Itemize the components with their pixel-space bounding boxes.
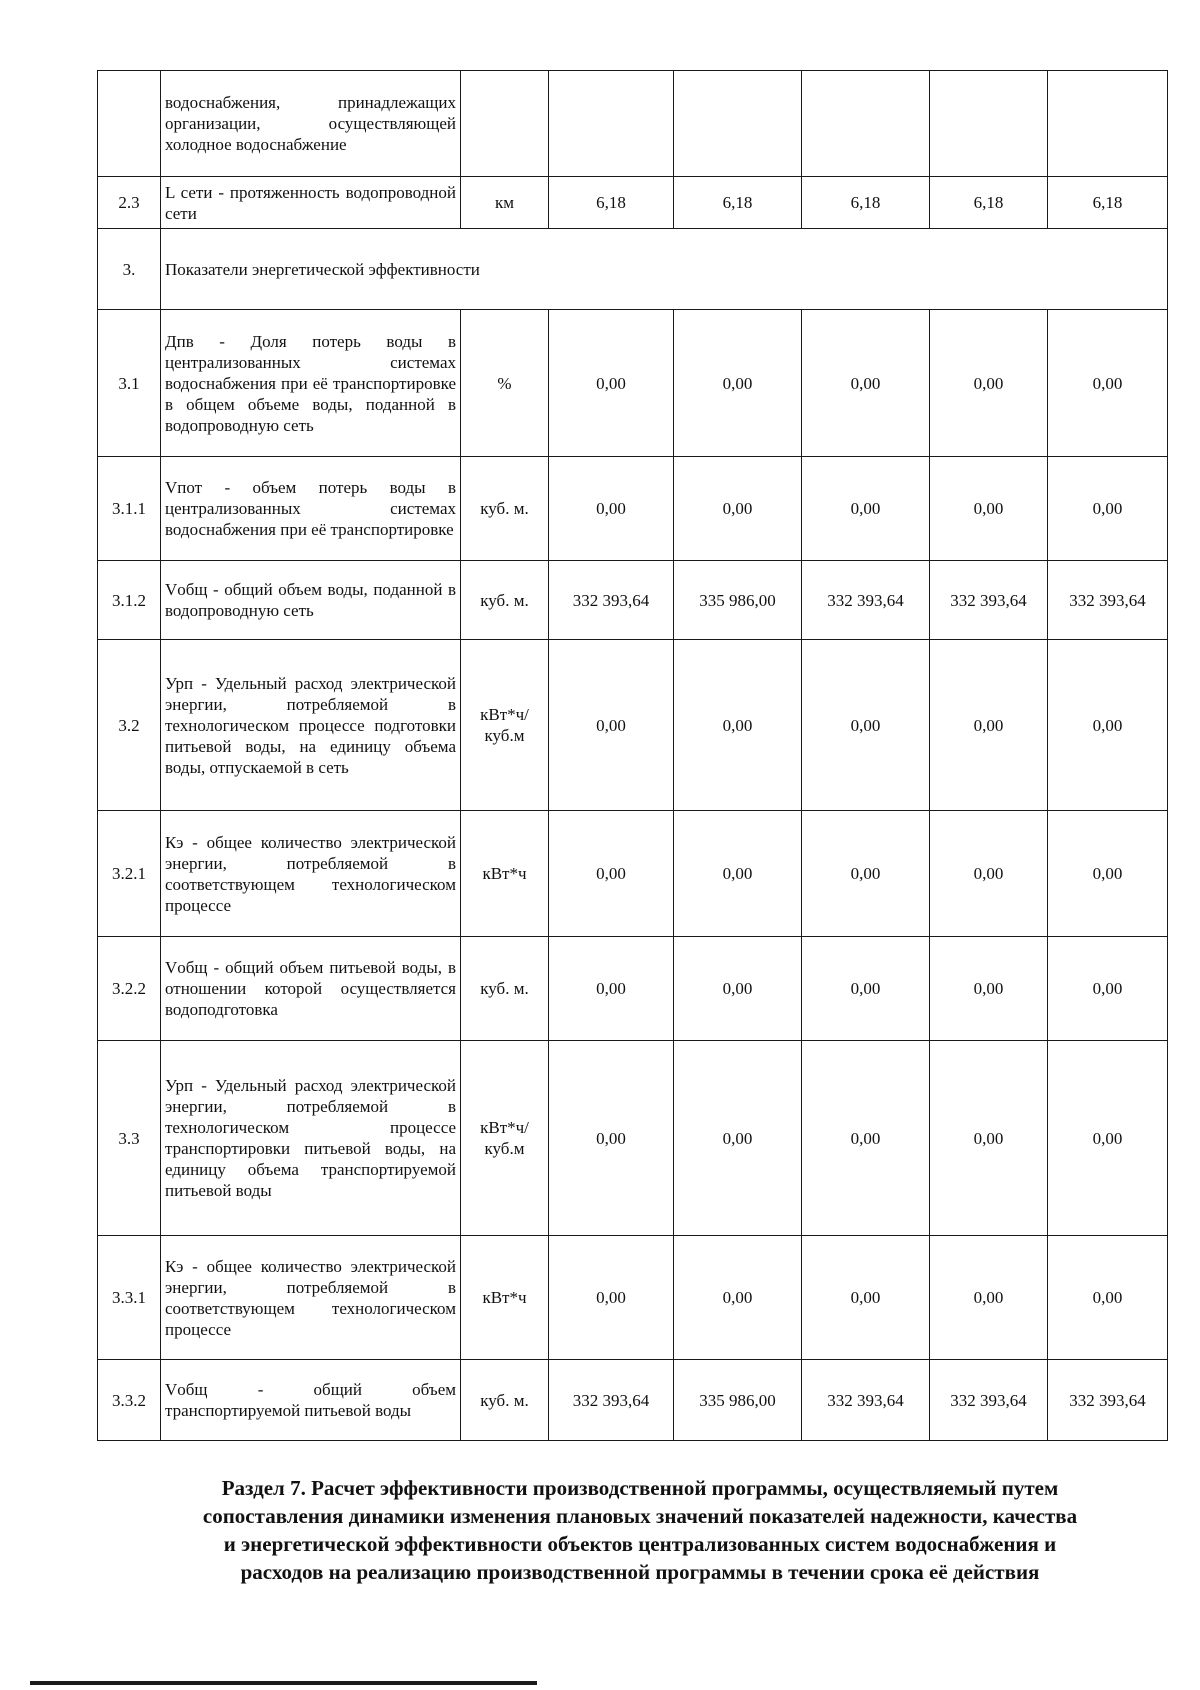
row-unit: % [461, 310, 549, 457]
row-description: водоснабжения, принадлежащих организации, осуществляющей холодное водоснабжение [161, 71, 461, 177]
value-cell: 0,00 [549, 457, 674, 561]
value-cell [802, 71, 930, 177]
row-description: Урп - Удельный расход электрической энергии, потребляемой в технологическом процессе транспортировки питьевой воды, на единицу объема транспортируемой питьевой воды [161, 1041, 461, 1236]
row-number: 3.3 [98, 1041, 161, 1236]
value-cell: 332 393,64 [930, 561, 1048, 640]
value-cell: 332 393,64 [802, 1360, 930, 1441]
row-description: L сети - протяженность водопроводной сети [161, 177, 461, 229]
table-row [98, 71, 1168, 177]
value-cell [1048, 71, 1168, 177]
value-cell: 0,00 [930, 811, 1048, 937]
value-cell: 332 393,64 [549, 561, 674, 640]
value-cell: 0,00 [802, 310, 930, 457]
value-cell: 0,00 [674, 811, 802, 937]
table-row [98, 937, 1168, 1041]
value-cell: 0,00 [930, 640, 1048, 811]
row-description: Vобщ - общий объем воды, поданной в водопроводную сеть [161, 561, 461, 640]
value-cell: 0,00 [802, 1041, 930, 1236]
value-cell: 0,00 [802, 937, 930, 1041]
value-cell [674, 71, 802, 177]
table-row [98, 177, 1168, 229]
value-cell: 0,00 [930, 457, 1048, 561]
value-cell: 0,00 [1048, 1236, 1168, 1360]
value-cell: 0,00 [674, 640, 802, 811]
value-cell: 0,00 [674, 937, 802, 1041]
section-row [98, 229, 1168, 310]
value-cell: 332 393,64 [549, 1360, 674, 1441]
value-cell: 332 393,64 [802, 561, 930, 640]
value-cell: 0,00 [930, 310, 1048, 457]
value-cell: 0,00 [1048, 937, 1168, 1041]
row-number: 3. [98, 229, 161, 310]
row-description: Vпот - объем потерь воды в централизованных системах водоснабжения при её транспортировке [161, 457, 461, 561]
value-cell: 0,00 [930, 1041, 1048, 1236]
value-cell: 0,00 [802, 811, 930, 937]
row-unit: куб. м. [461, 937, 549, 1041]
row-unit: кВт*ч [461, 811, 549, 937]
heading-line: расходов на реализацию производственной программы в течении срока её действия [240, 1560, 1040, 1584]
value-cell: 0,00 [802, 640, 930, 811]
value-cell: 332 393,64 [1048, 1360, 1168, 1441]
row-number: 3.2.1 [98, 811, 161, 937]
heading-line: Раздел 7. Расчет эффективности производственной программы, осуществляемый путем [221, 1476, 1059, 1500]
row-unit: кВт*ч/ куб.м [461, 640, 549, 811]
value-cell: 0,00 [549, 937, 674, 1041]
table-row [98, 457, 1168, 561]
row-unit: кВт*ч/ куб.м [461, 1041, 549, 1236]
value-cell: 0,00 [1048, 310, 1168, 457]
value-cell: 0,00 [549, 1236, 674, 1360]
value-cell: 0,00 [930, 937, 1048, 1041]
value-cell: 0,00 [674, 457, 802, 561]
value-cell: 6,18 [930, 177, 1048, 229]
value-cell: 0,00 [1048, 1041, 1168, 1236]
row-unit: кВт*ч [461, 1236, 549, 1360]
value-cell: 332 393,64 [930, 1360, 1048, 1441]
row-number: 3.3.1 [98, 1236, 161, 1360]
value-cell: 0,00 [674, 1041, 802, 1236]
value-cell: 332 393,64 [1048, 561, 1168, 640]
row-description: Урп - Удельный расход электрической энергии, потребляемой в технологическом процессе подготовки питьевой воды, на единицу объема воды, отпускаемой в сеть [161, 640, 461, 811]
row-description: Дпв - Доля потерь воды в централизованных системах водоснабжения при её транспортировке в общем объеме воды, поданной в водопроводную сеть [161, 310, 461, 457]
value-cell: 0,00 [674, 1236, 802, 1360]
value-cell: 0,00 [549, 1041, 674, 1236]
value-cell: 335 986,00 [674, 1360, 802, 1441]
table-row [98, 811, 1168, 937]
row-unit: км [461, 177, 549, 229]
value-cell: 0,00 [802, 457, 930, 561]
row-description: Vобщ - общий объем питьевой воды, в отношении которой осуществляется водоподготовка [161, 937, 461, 1041]
value-cell: 0,00 [549, 811, 674, 937]
row-unit: куб. м. [461, 1360, 549, 1441]
row-unit: куб. м. [461, 561, 549, 640]
indicators-table [97, 70, 1168, 1441]
row-number: 3.2.2 [98, 937, 161, 1041]
table-row [98, 310, 1168, 457]
heading-line: и энергетической эффективности объектов централизованных систем водоснабжения и [223, 1532, 1057, 1556]
row-description: Кэ - общее количество электрической энергии, потребляемой в соответствующем технологическом процессе [161, 811, 461, 937]
value-cell: 0,00 [1048, 457, 1168, 561]
value-cell: 6,18 [1048, 177, 1168, 229]
value-cell: 6,18 [549, 177, 674, 229]
table-row [98, 640, 1168, 811]
table-row [98, 1041, 1168, 1236]
value-cell: 0,00 [549, 640, 674, 811]
row-description: Vобщ - общий объем транспортируемой питьевой воды [161, 1360, 461, 1441]
value-cell: 6,18 [674, 177, 802, 229]
value-cell: 0,00 [1048, 640, 1168, 811]
row-unit [461, 71, 549, 177]
value-cell [930, 71, 1048, 177]
value-cell: 0,00 [549, 310, 674, 457]
row-number: 3.1.1 [98, 457, 161, 561]
table-row [98, 1360, 1168, 1441]
row-number: 2.3 [98, 177, 161, 229]
row-number: 3.1 [98, 310, 161, 457]
row-number [98, 71, 161, 177]
heading-line: сопоставления динамики изменения плановых значений показателей надежности, качества [202, 1504, 1078, 1528]
section-heading [110, 1474, 1170, 1586]
row-number: 3.2 [98, 640, 161, 811]
value-cell: 335 986,00 [674, 561, 802, 640]
row-number: 3.3.2 [98, 1360, 161, 1441]
bottom-divider [30, 1681, 537, 1685]
value-cell: 0,00 [674, 310, 802, 457]
table-row [98, 1236, 1168, 1360]
value-cell: 6,18 [802, 177, 930, 229]
section-title: Показатели энергетической эффективности [161, 229, 1168, 310]
value-cell [549, 71, 674, 177]
row-unit: куб. м. [461, 457, 549, 561]
table-row [98, 561, 1168, 640]
value-cell: 0,00 [802, 1236, 930, 1360]
value-cell: 0,00 [1048, 811, 1168, 937]
row-number: 3.1.2 [98, 561, 161, 640]
row-description: Кэ - общее количество электрической энергии, потребляемой в соответствующем технологическом процессе [161, 1236, 461, 1360]
value-cell: 0,00 [930, 1236, 1048, 1360]
